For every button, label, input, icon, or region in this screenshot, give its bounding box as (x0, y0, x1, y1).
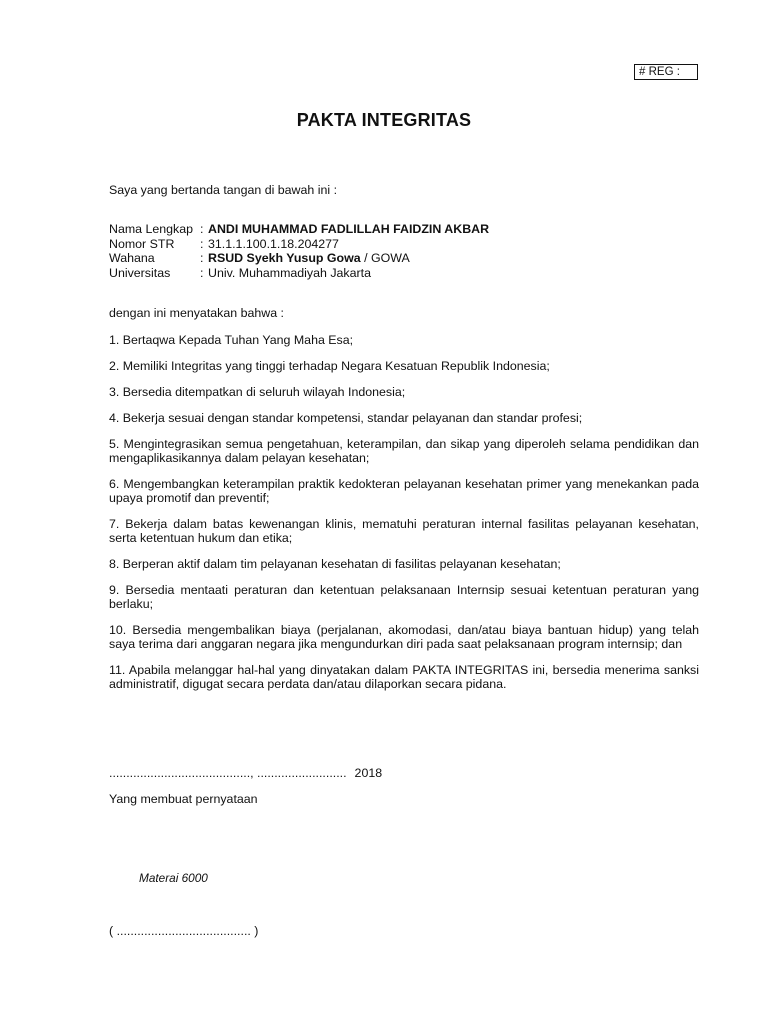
list-item: 8. Berperan aktif dalam tim pelayanan kesehatan di fasilitas pelayanan kesehatan; (109, 557, 561, 571)
place-date-placeholder: ........................................., .......................... (109, 766, 347, 780)
list-item: 2. Memiliki Integritas yang tinggi terhadap Negara Kesatuan Republik Indonesia; (109, 359, 550, 373)
identity-value: 31.1.1.100.1.18.204277 (208, 236, 339, 251)
list-item: 11. Apabila melanggar hal-hal yang dinyatakan dalam PAKTA INTEGRITAS ini, bersedia menerima sanksi administratif, digugat secara perdata dan/atau dilaporkan secara pidana. (109, 663, 699, 691)
list-item: 9. Bersedia mentaati peraturan dan ketentuan pelaksanaan Internsip sesuai ketentuan peraturan yang berlaku; (109, 583, 699, 611)
list-item: 3. Bersedia ditempatkan di seluruh wilayah Indonesia; (109, 385, 406, 399)
identity-row-name (109, 222, 709, 237)
identity-separator: : (200, 222, 204, 236)
identity-value-bold: RSUD Syekh Yusup Gowa (208, 251, 361, 266)
list-item: 4. Bekerja sesuai dengan standar kompetensi, standar pelayanan dan standar profesi; (109, 411, 583, 425)
list-item: 7. Bekerja dalam batas kewenangan klinis, mematuhi peraturan internal fasilitas pelayanan kesehatan, serta ketentuan hukum dan etika; (109, 517, 699, 545)
signature-name-line: ( ....................................... ) (109, 924, 259, 938)
identity-separator: : (200, 265, 204, 280)
declaration-intro: dengan ini menyatakan bahwa : (109, 306, 284, 320)
list-item: 6. Mengembangkan keterampilan praktik kedokteran pelayanan kesehatan primer yang menekankan pada upaya promotif dan preventif; (109, 477, 699, 505)
page-title: PAKTA INTEGRITAS (296, 110, 472, 130)
identity-block (109, 222, 709, 280)
date-year: 2018 (354, 766, 383, 780)
list-item: 10. Bersedia mengembalikan biaya (perjalanan, akomodasi, dan/atau biaya bantuan hidup) yang telah saya terima dari anggaran negara jika mengundurkan diri pada saat pelaksanaan program internsip; dan (109, 623, 699, 651)
identity-row-university (109, 266, 709, 281)
place-date-line (109, 766, 709, 780)
identity-row-wahana (109, 251, 709, 266)
identity-label: Nama Lengkap (109, 222, 194, 236)
identity-separator: : (200, 236, 204, 251)
identity-row-str (109, 237, 709, 252)
identity-separator: : (200, 251, 204, 266)
reg-number-box: # REG : (634, 64, 698, 80)
list-item: 5. Mengintegrasikan semua pengetahuan, keterampilan, dan sikap yang diperoleh selama pendidikan dan mengaplikasikannya dalam pelayan kesehatan; (109, 437, 699, 465)
materai-stamp-label: Materai 6000 (139, 871, 208, 885)
identity-label: Nomor STR (109, 236, 175, 251)
identity-label: Wahana (109, 251, 155, 266)
identity-value: Univ. Muhammadiyah Jakarta (208, 265, 371, 280)
signer-label: Yang membuat pernyataan (109, 792, 258, 806)
identity-value-bold: ANDI MUHAMMAD FADLILLAH FAIDZIN AKBAR (208, 222, 490, 236)
list-item: 1. Bertaqwa Kepada Tuhan Yang Maha Esa; (109, 333, 354, 347)
identity-label: Universitas (109, 265, 171, 280)
identity-value: / GOWA (360, 251, 410, 266)
declaration-list (109, 333, 699, 703)
intro-text: Saya yang bertanda tangan di bawah ini : (109, 183, 338, 197)
